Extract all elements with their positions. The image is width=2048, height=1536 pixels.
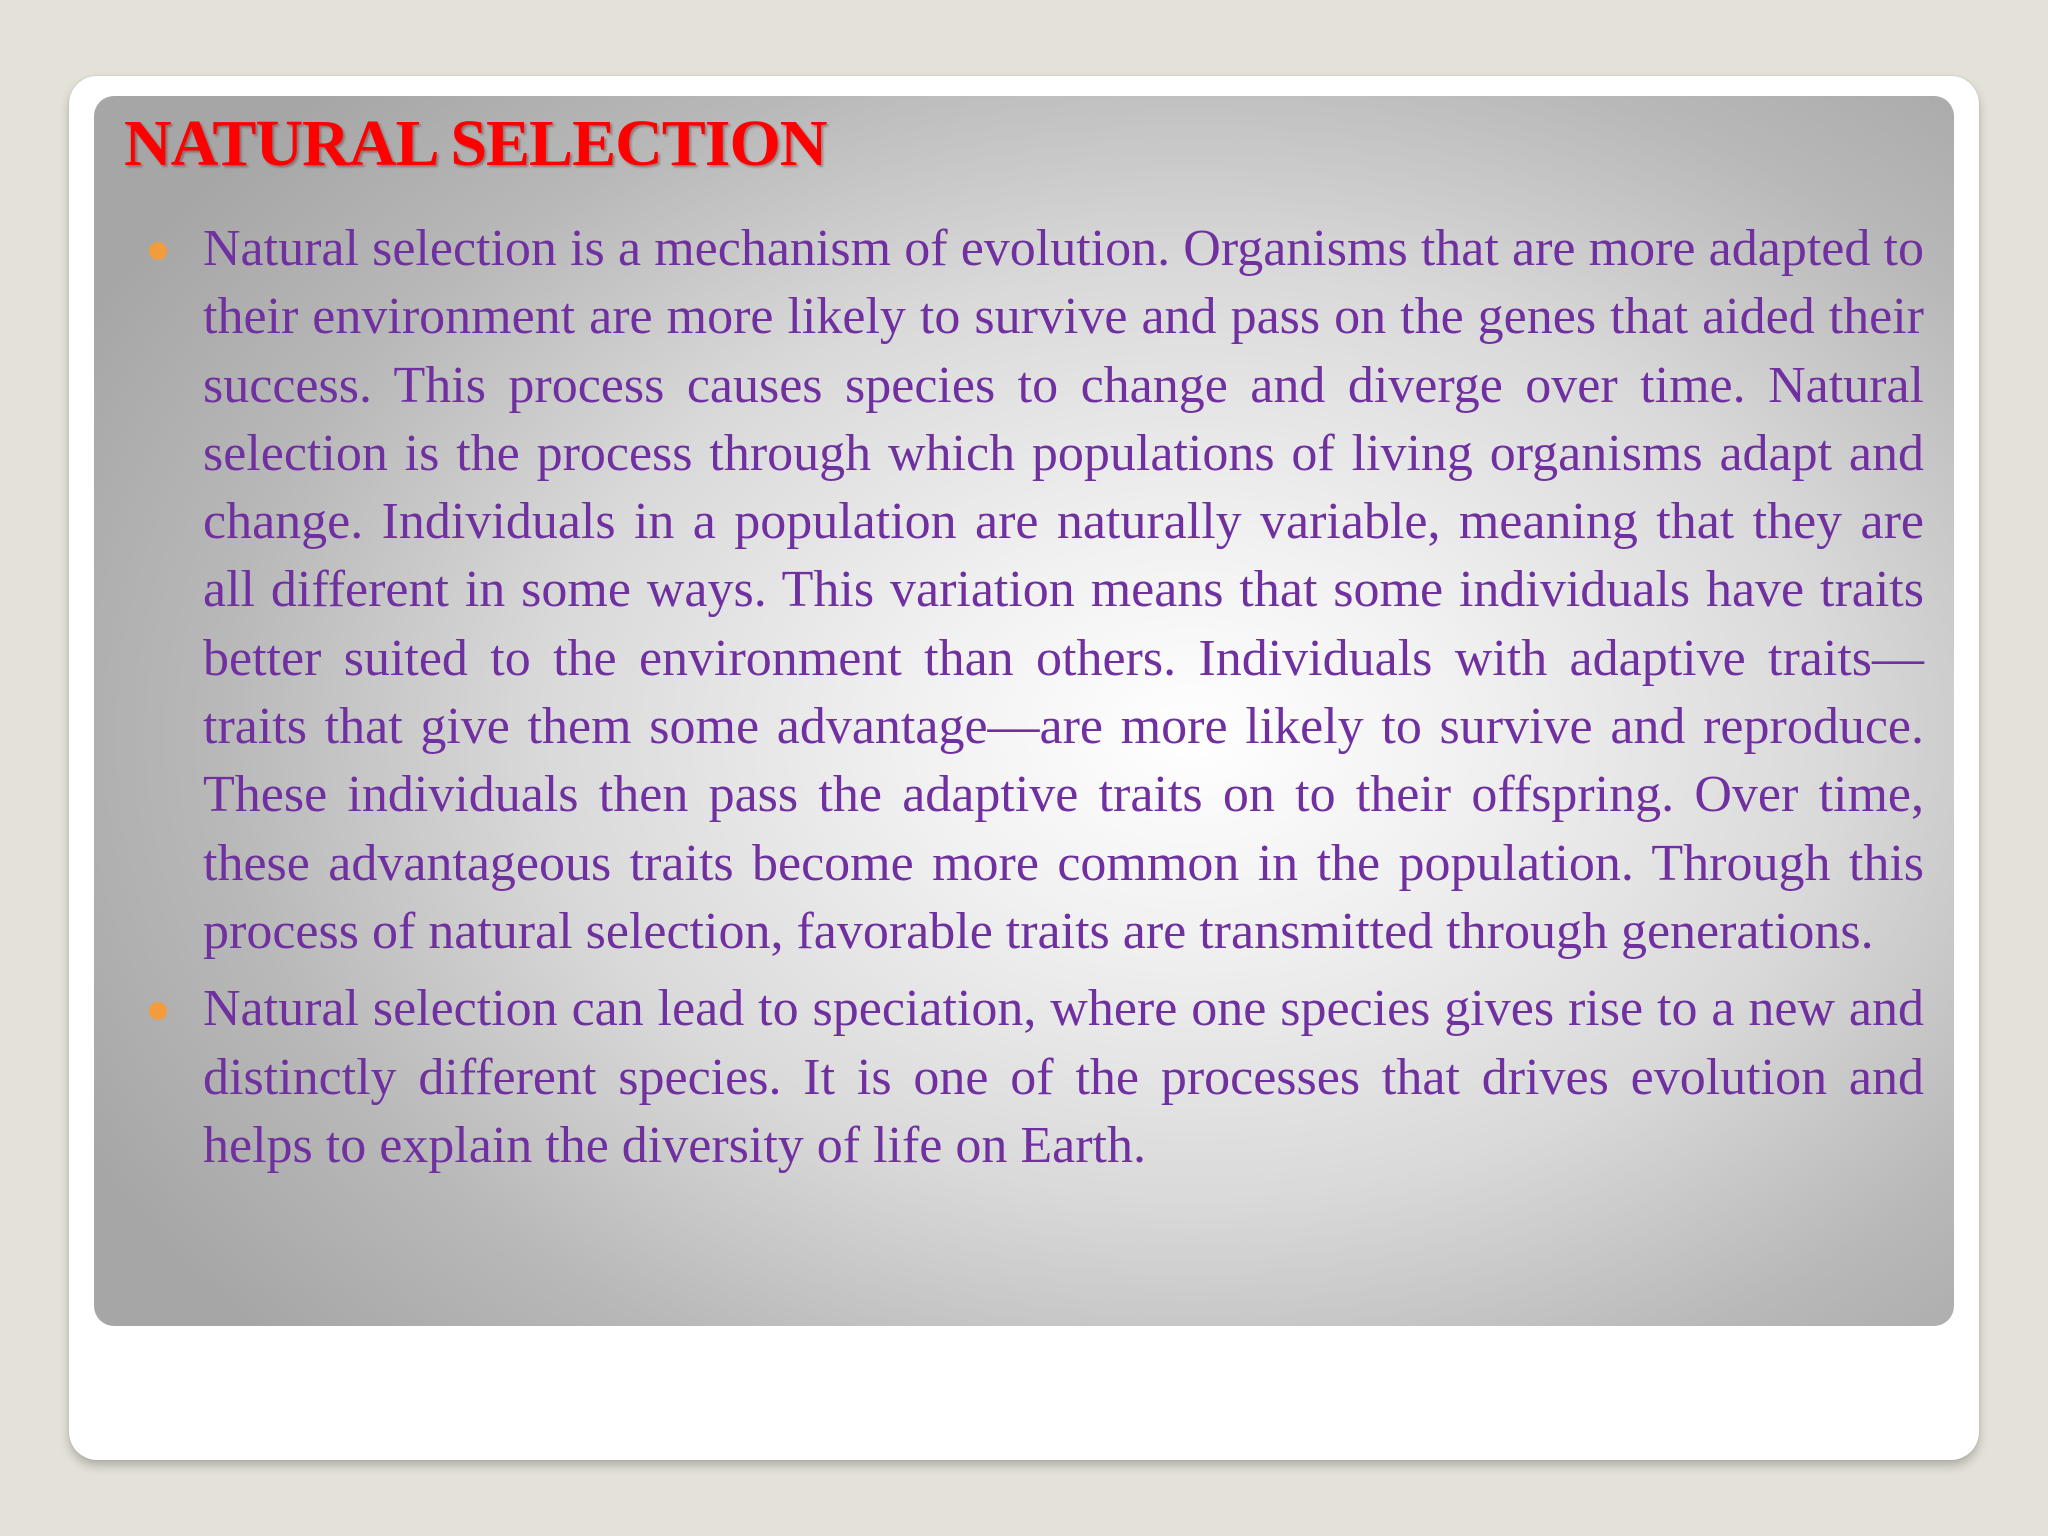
bullet-item-mechanism [203,215,1924,966]
bullet-item-speciation [203,975,1924,1180]
bullet-text: Natural selection can lead to speciation, where one species gives rise to a new and distinctly different species. It is one of the processes that drives evolution and helps to explain the diversity of life on Earth. [203,980,1924,1174]
bullet-dot-icon [149,242,167,260]
bullet-text: Natural selection is a mechanism of evolution. Organisms that are more adapted to their environment are more likely to survive and pass on the genes that aided their success. This process causes species to change and diverge over time. Natural selection is the process through which populations of living organisms adapt and change. Individuals in a population are naturally variable, meaning that they are all different in some ways. This variation means that some individuals have traits better suited to the environment than others. Individuals with adaptive traits—traits that give them some advantage—are more likely to survive and reproduce. These individuals then pass the adaptive traits on to their offspring. Over time, these advantageous traits become more common in the population. Through this process of natural selection, favorable traits are transmitted through generations. [203,220,1924,960]
bullet-list [203,215,1924,1180]
slide-title: NATURAL SELECTION [124,107,827,180]
